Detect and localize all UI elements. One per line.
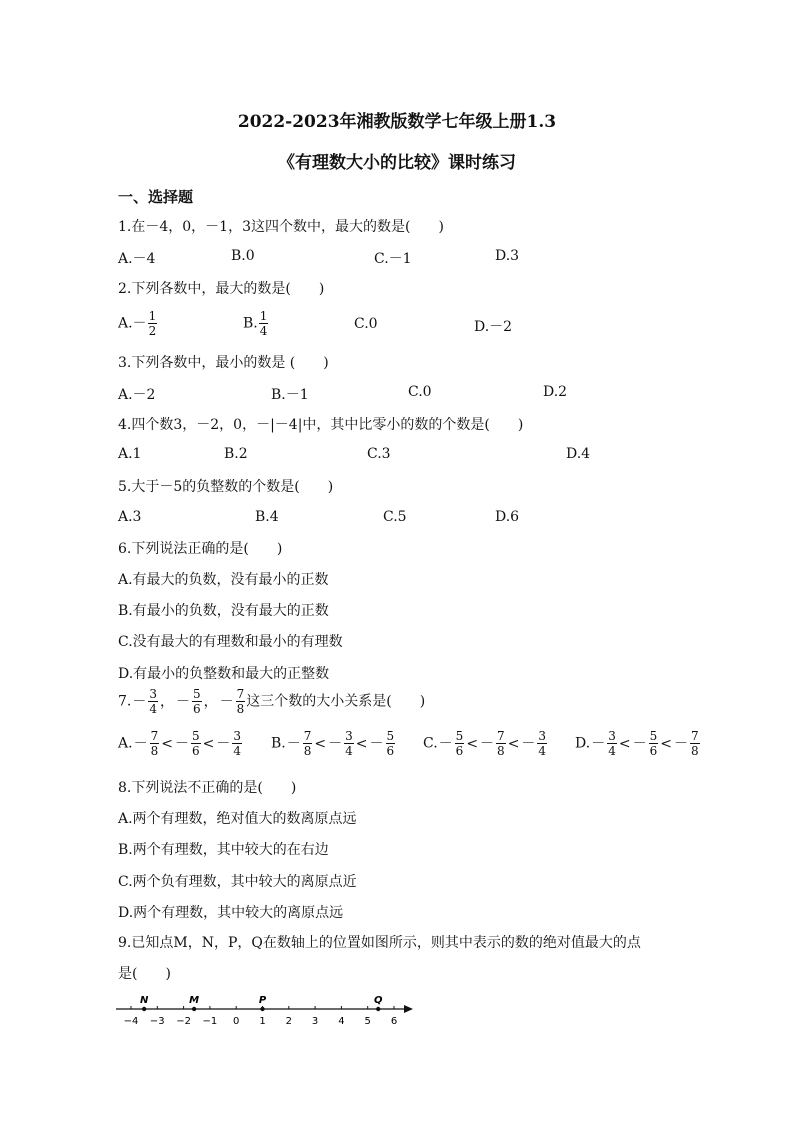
title-line-1: 2022-2023年湘教版数学七年级上册1.3 xyxy=(237,112,557,132)
fraction-denominator: 4 xyxy=(259,324,268,338)
fraction-denominator: 2 xyxy=(148,324,157,338)
fraction-7-8 xyxy=(150,730,160,757)
fraction-denominator: 8 xyxy=(150,744,159,758)
q6-option-d: D.有最小的负整数和最大的正整数 xyxy=(118,666,330,682)
fraction-numerator: 1 xyxy=(148,309,157,323)
q3-stem: 3.下列各数中，最小的数是 ( ) xyxy=(118,355,329,371)
number-line-point xyxy=(376,1007,380,1011)
q3-option-d: D.2 xyxy=(543,384,568,400)
q1-option-c: C.－1 xyxy=(374,251,412,267)
minus-sign: － xyxy=(219,693,234,710)
fraction-numerator: 5 xyxy=(193,687,201,701)
q7-option-b xyxy=(271,730,396,757)
q5-stem: 5.大于－5的负整数的个数是( ) xyxy=(118,479,334,495)
q2-option-b-fraction xyxy=(259,310,269,337)
q7-suffix: 这三个数的大小关系是( ) xyxy=(246,693,426,710)
number-line-tick-label: 6 xyxy=(390,1016,398,1027)
q3-option-b: B.－1 xyxy=(271,387,309,403)
fraction-denominator: 6 xyxy=(455,744,464,758)
q4-option-b: B.2 xyxy=(224,446,248,462)
minus-sign: － xyxy=(132,693,147,710)
q8-stem: 8.下列说法不正确的是( ) xyxy=(118,780,297,796)
fraction-denominator: 6 xyxy=(191,744,200,758)
fraction-5-6 xyxy=(386,730,396,757)
number-line-point-label: N xyxy=(139,995,149,1006)
number-line-tick-label: −1 xyxy=(202,1016,218,1027)
less-than: < xyxy=(507,735,520,752)
less-than: < xyxy=(314,735,327,752)
less-than: < xyxy=(161,735,173,752)
minus-sign: － xyxy=(521,735,536,752)
minus-sign: － xyxy=(133,735,148,752)
q2-option-a xyxy=(118,310,158,337)
minus-sign: － xyxy=(174,735,189,752)
q6-option-b: B.有最小的负数，没有最大的正数 xyxy=(118,603,329,619)
q3-option-c: C.0 xyxy=(408,384,432,400)
fraction-denominator: 8 xyxy=(497,744,505,758)
minus-sign: － xyxy=(176,693,190,710)
q9-stem-line1: 9.已知点M，N，P，Q在数轴上的位置如图所示，则其中表示的数的绝对值最大的点 xyxy=(118,935,641,951)
fraction-numerator: 5 xyxy=(455,729,464,743)
number-line-tick-label: −3 xyxy=(149,1016,165,1027)
title-line-2: 《有理数大小的比较》课时练习 xyxy=(278,153,516,173)
number-line-tick-label: −4 xyxy=(123,1016,139,1027)
option-letter: A. xyxy=(118,735,133,752)
minus-sign: － xyxy=(328,735,343,752)
option-letter: D. xyxy=(575,735,591,752)
fraction-numerator: 7 xyxy=(150,729,159,743)
fraction-7-8 xyxy=(496,730,506,757)
q3-option-a: A.－2 xyxy=(118,387,156,403)
fraction-numerator: 3 xyxy=(608,729,616,743)
fraction-numerator: 7 xyxy=(236,687,245,701)
q5-option-b: B.4 xyxy=(255,509,279,525)
q8-option-d: D.两个有理数，其中较大的离原点远 xyxy=(118,905,344,921)
q1-stem: 1.在－4，0，－1，3这四个数中，最大的数是( ) xyxy=(118,219,444,235)
fraction-numerator: 7 xyxy=(497,729,505,743)
fraction-denominator: 4 xyxy=(345,744,353,758)
q6-option-a: A.有最大的负数，没有最小的正数 xyxy=(118,572,329,588)
fraction-denominator: 8 xyxy=(690,744,699,758)
q2-option-a-prefix: A.－ xyxy=(118,315,147,332)
q2-option-b xyxy=(243,310,269,337)
minus-sign: － xyxy=(632,735,647,752)
fraction-3-4 xyxy=(148,688,158,715)
fraction-3-4 xyxy=(344,730,354,757)
number-line-tick-label: 4 xyxy=(338,1016,345,1027)
fraction-3-4 xyxy=(607,730,617,757)
q4-option-d: D.4 xyxy=(566,446,591,462)
comma: ， xyxy=(203,693,218,710)
q8-option-c: C.两个负有理数，其中较大的离原点近 xyxy=(118,874,357,890)
q7-option-c xyxy=(423,730,548,757)
fraction-7-8 xyxy=(236,688,246,715)
q2-option-c: C.0 xyxy=(354,316,378,332)
q7-option-a xyxy=(118,730,243,757)
comma: ， xyxy=(160,693,174,710)
fraction-denominator: 8 xyxy=(236,702,245,716)
option-letter: B. xyxy=(271,735,286,752)
fraction-numerator: 3 xyxy=(233,729,241,743)
q8-option-a: A.两个有理数，绝对值大的数离原点远 xyxy=(118,811,357,827)
number-line-point xyxy=(192,1007,196,1011)
q1-option-b: B.0 xyxy=(231,248,255,264)
fraction-denominator: 4 xyxy=(538,744,547,758)
less-than: < xyxy=(618,735,631,752)
fraction-denominator: 8 xyxy=(303,744,312,758)
number-line-figure xyxy=(112,988,417,1030)
number-line-arrow xyxy=(404,1005,413,1013)
minus-sign: － xyxy=(216,735,231,752)
fraction-3-4 xyxy=(232,730,242,757)
q1-option-a: A.－4 xyxy=(118,251,156,267)
fraction-numerator: 3 xyxy=(538,729,547,743)
minus-sign: － xyxy=(286,735,301,752)
less-than: < xyxy=(355,735,368,752)
number-line-tick-label: 2 xyxy=(285,1016,292,1027)
number-line-tick-label: 1 xyxy=(259,1016,266,1027)
fraction-numerator: 1 xyxy=(259,309,268,323)
fraction-numerator: 5 xyxy=(386,729,395,743)
fraction-5-6 xyxy=(192,688,202,715)
minus-sign: － xyxy=(480,735,495,752)
q5-option-c: C.5 xyxy=(383,509,407,525)
number-line-point-label: Q xyxy=(373,995,383,1006)
q1-option-d: D.3 xyxy=(495,248,520,264)
number-line-point xyxy=(142,1007,146,1011)
fraction-denominator: 6 xyxy=(386,744,395,758)
q4-option-a: A.1 xyxy=(118,446,142,462)
number-line-point xyxy=(260,1007,264,1011)
q6-option-c: C.没有最大的有理数和最小的有理数 xyxy=(118,634,343,650)
number-line-tick-label: 3 xyxy=(311,1016,319,1027)
fraction-denominator: 6 xyxy=(649,744,658,758)
fraction-numerator: 5 xyxy=(649,729,658,743)
q2-option-a-fraction xyxy=(148,310,158,337)
less-than: < xyxy=(202,735,215,752)
number-line-tick-label: 0 xyxy=(233,1016,240,1027)
less-than: < xyxy=(466,735,479,752)
q4-option-c: C.3 xyxy=(367,446,391,462)
fraction-7-8 xyxy=(690,730,700,757)
q7-option-d xyxy=(575,730,701,757)
minus-sign: － xyxy=(673,735,688,752)
q9-stem-line2: 是( ) xyxy=(118,966,171,982)
q8-option-b: B.两个有理数，其中较大的在右边 xyxy=(118,842,329,858)
fraction-5-6 xyxy=(649,730,659,757)
fraction-numerator: 3 xyxy=(149,687,157,701)
number-line-point-label: P xyxy=(258,995,267,1006)
section-heading: 一、选择题 xyxy=(118,188,194,206)
minus-sign: － xyxy=(438,735,453,752)
option-letter: C. xyxy=(423,735,438,752)
fraction-denominator: 4 xyxy=(149,702,157,716)
fraction-denominator: 4 xyxy=(233,744,241,758)
q2-option-b-prefix: B. xyxy=(243,315,258,332)
fraction-3-4 xyxy=(537,730,547,757)
fraction-denominator: 6 xyxy=(193,702,201,716)
q2-stem: 2.下列各数中，最大的数是( ) xyxy=(118,281,325,297)
number-line-point-label: M xyxy=(189,995,200,1006)
minus-sign: － xyxy=(369,735,384,752)
q2-option-d: D.－2 xyxy=(474,319,513,335)
fraction-5-6 xyxy=(455,730,465,757)
q4-stem: 4.四个数3，－2，0，－|－4|中，其中比零小的数的个数是( ) xyxy=(118,417,524,433)
fraction-5-6 xyxy=(191,730,201,757)
fraction-7-8 xyxy=(303,730,313,757)
q7-stem xyxy=(118,688,425,715)
less-than: < xyxy=(660,735,672,752)
fraction-numerator: 7 xyxy=(303,729,312,743)
q7-number: 7. xyxy=(118,693,132,710)
fraction-numerator: 3 xyxy=(345,729,353,743)
fraction-denominator: 4 xyxy=(608,744,616,758)
fraction-numerator: 5 xyxy=(191,729,200,743)
fraction-numerator: 7 xyxy=(690,729,699,743)
number-line-tick-label: −2 xyxy=(176,1016,191,1027)
number-line-tick-label: 5 xyxy=(364,1016,371,1027)
q5-option-a: A.3 xyxy=(118,509,142,525)
q6-stem: 6.下列说法正确的是( ) xyxy=(118,541,283,557)
q5-option-d: D.6 xyxy=(495,509,520,525)
minus-sign: － xyxy=(591,735,606,752)
